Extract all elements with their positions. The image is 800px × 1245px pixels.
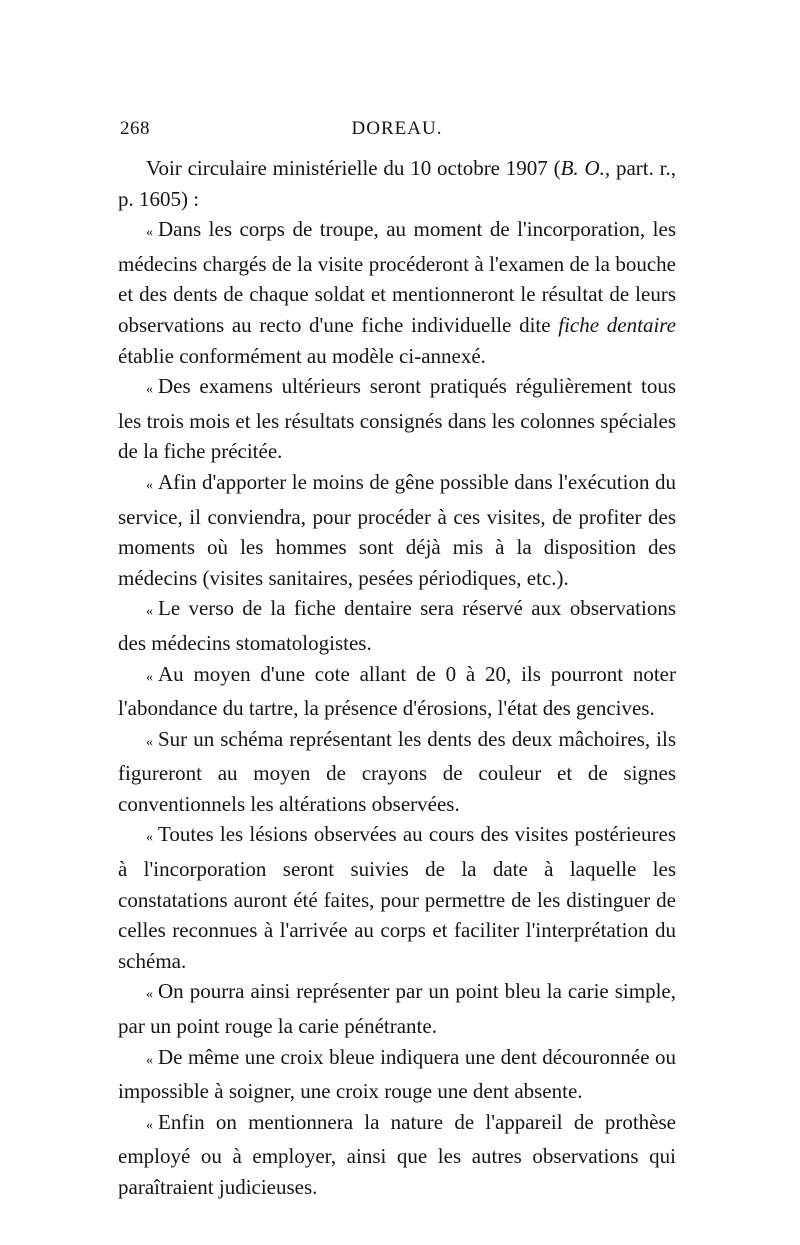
running-head — [118, 118, 676, 148]
body-text — [118, 153, 676, 1203]
paragraph-text: Des examens ultérieurs seront pratiqués régulièrement tous les trois mois et les résultats consignés dans les colonnes spéciales de la fiche précitée. — [118, 374, 676, 464]
quote-mark: « — [146, 830, 152, 846]
quote-mark: « — [146, 477, 152, 493]
quoted-paragraph — [118, 214, 676, 371]
paragraph-text: Toutes les lésions observées au cours des visites postérieures à l'incorporation seront suivies de la date à laquelle les constatations auront été faites, pour permettre de les distinguer de celles reconnues à l'arrivée au corps et faciliter l'interprétation du schéma. — [118, 822, 676, 973]
page-number: 268 — [120, 118, 150, 139]
paragraph-text: De même une croix bleue indiquera une dent découronnée ou impossible à soigner, une croix rouge une dent absente. — [118, 1044, 676, 1104]
quoted-paragraph — [118, 1042, 676, 1107]
quoted-paragraph — [118, 371, 676, 467]
quoted-paragraph — [118, 1107, 676, 1203]
quote-mark: « — [146, 1052, 152, 1068]
paragraph-text: Enfin on mentionnera la nature de l'appareil de prothèse employé ou à employer, ainsi que les autres observations qui paraîtraient judicieuses. — [118, 1109, 676, 1199]
paragraph-text-continued: établie conformément au modèle ci-annexé. — [118, 343, 486, 368]
quoted-paragraph — [118, 976, 676, 1041]
quote-mark: « — [146, 1117, 152, 1133]
quote-mark: « — [146, 734, 152, 750]
document-page — [118, 118, 676, 1203]
paragraph-emphasis: fiche dentaire — [558, 312, 676, 337]
quote-mark: « — [146, 225, 152, 241]
quote-mark: « — [146, 669, 152, 685]
paragraph-text: Au moyen d'une cote allant de 0 à 20, ils pourront noter l'abondance du tartre, la présence d'érosions, l'état des gencives. — [118, 661, 676, 721]
quote-mark: « — [146, 382, 152, 398]
paragraph-text: Sur un schéma représentant les dents des deux mâchoires, ils figureront au moyen de crayons de couleur et de signes conventionnels les altérations observées. — [118, 726, 676, 816]
paragraph-text: Afin d'apporter le moins de gêne possible dans l'exécution du service, il conviendra, pour procéder à ces visites, de profiter des moments où les hommes sont déjà mis à la disposition des médecins (visites sanitaires, pesées périodiques, etc.). — [118, 469, 676, 590]
quoted-paragraph — [118, 724, 676, 820]
paragraph-text: Dans les corps de troupe, au moment de l'incorporation, les médecins chargés de la visite procéderont à l'examen de la bouche et des dents de chaque soldat et mentionneront le résultat de leurs observations au recto d'une fiche individuelle dite — [118, 217, 676, 337]
paragraph-text: Le verso de la fiche dentaire sera réservé aux observations des médecins stomatologistes. — [118, 596, 676, 655]
intro-paragraph — [118, 153, 676, 214]
source-abbreviation: B. O. — [560, 156, 605, 180]
intro-reference: , part. r., p. 1605) : — [118, 156, 676, 211]
quoted-paragraph — [118, 659, 676, 724]
quoted-paragraph — [118, 467, 676, 593]
paragraph-text: On pourra ainsi représenter par un point bleu la carie simple, par un point rouge la carie pénétrante. — [118, 979, 676, 1039]
running-title: DOREAU. — [351, 118, 443, 139]
quoted-paragraph — [118, 593, 676, 658]
intro-text: Voir circulaire ministérielle du 10 octobre 1907 ( — [146, 156, 561, 180]
quote-mark: « — [146, 987, 152, 1003]
quoted-paragraph — [118, 819, 676, 976]
quote-mark: « — [146, 604, 152, 620]
